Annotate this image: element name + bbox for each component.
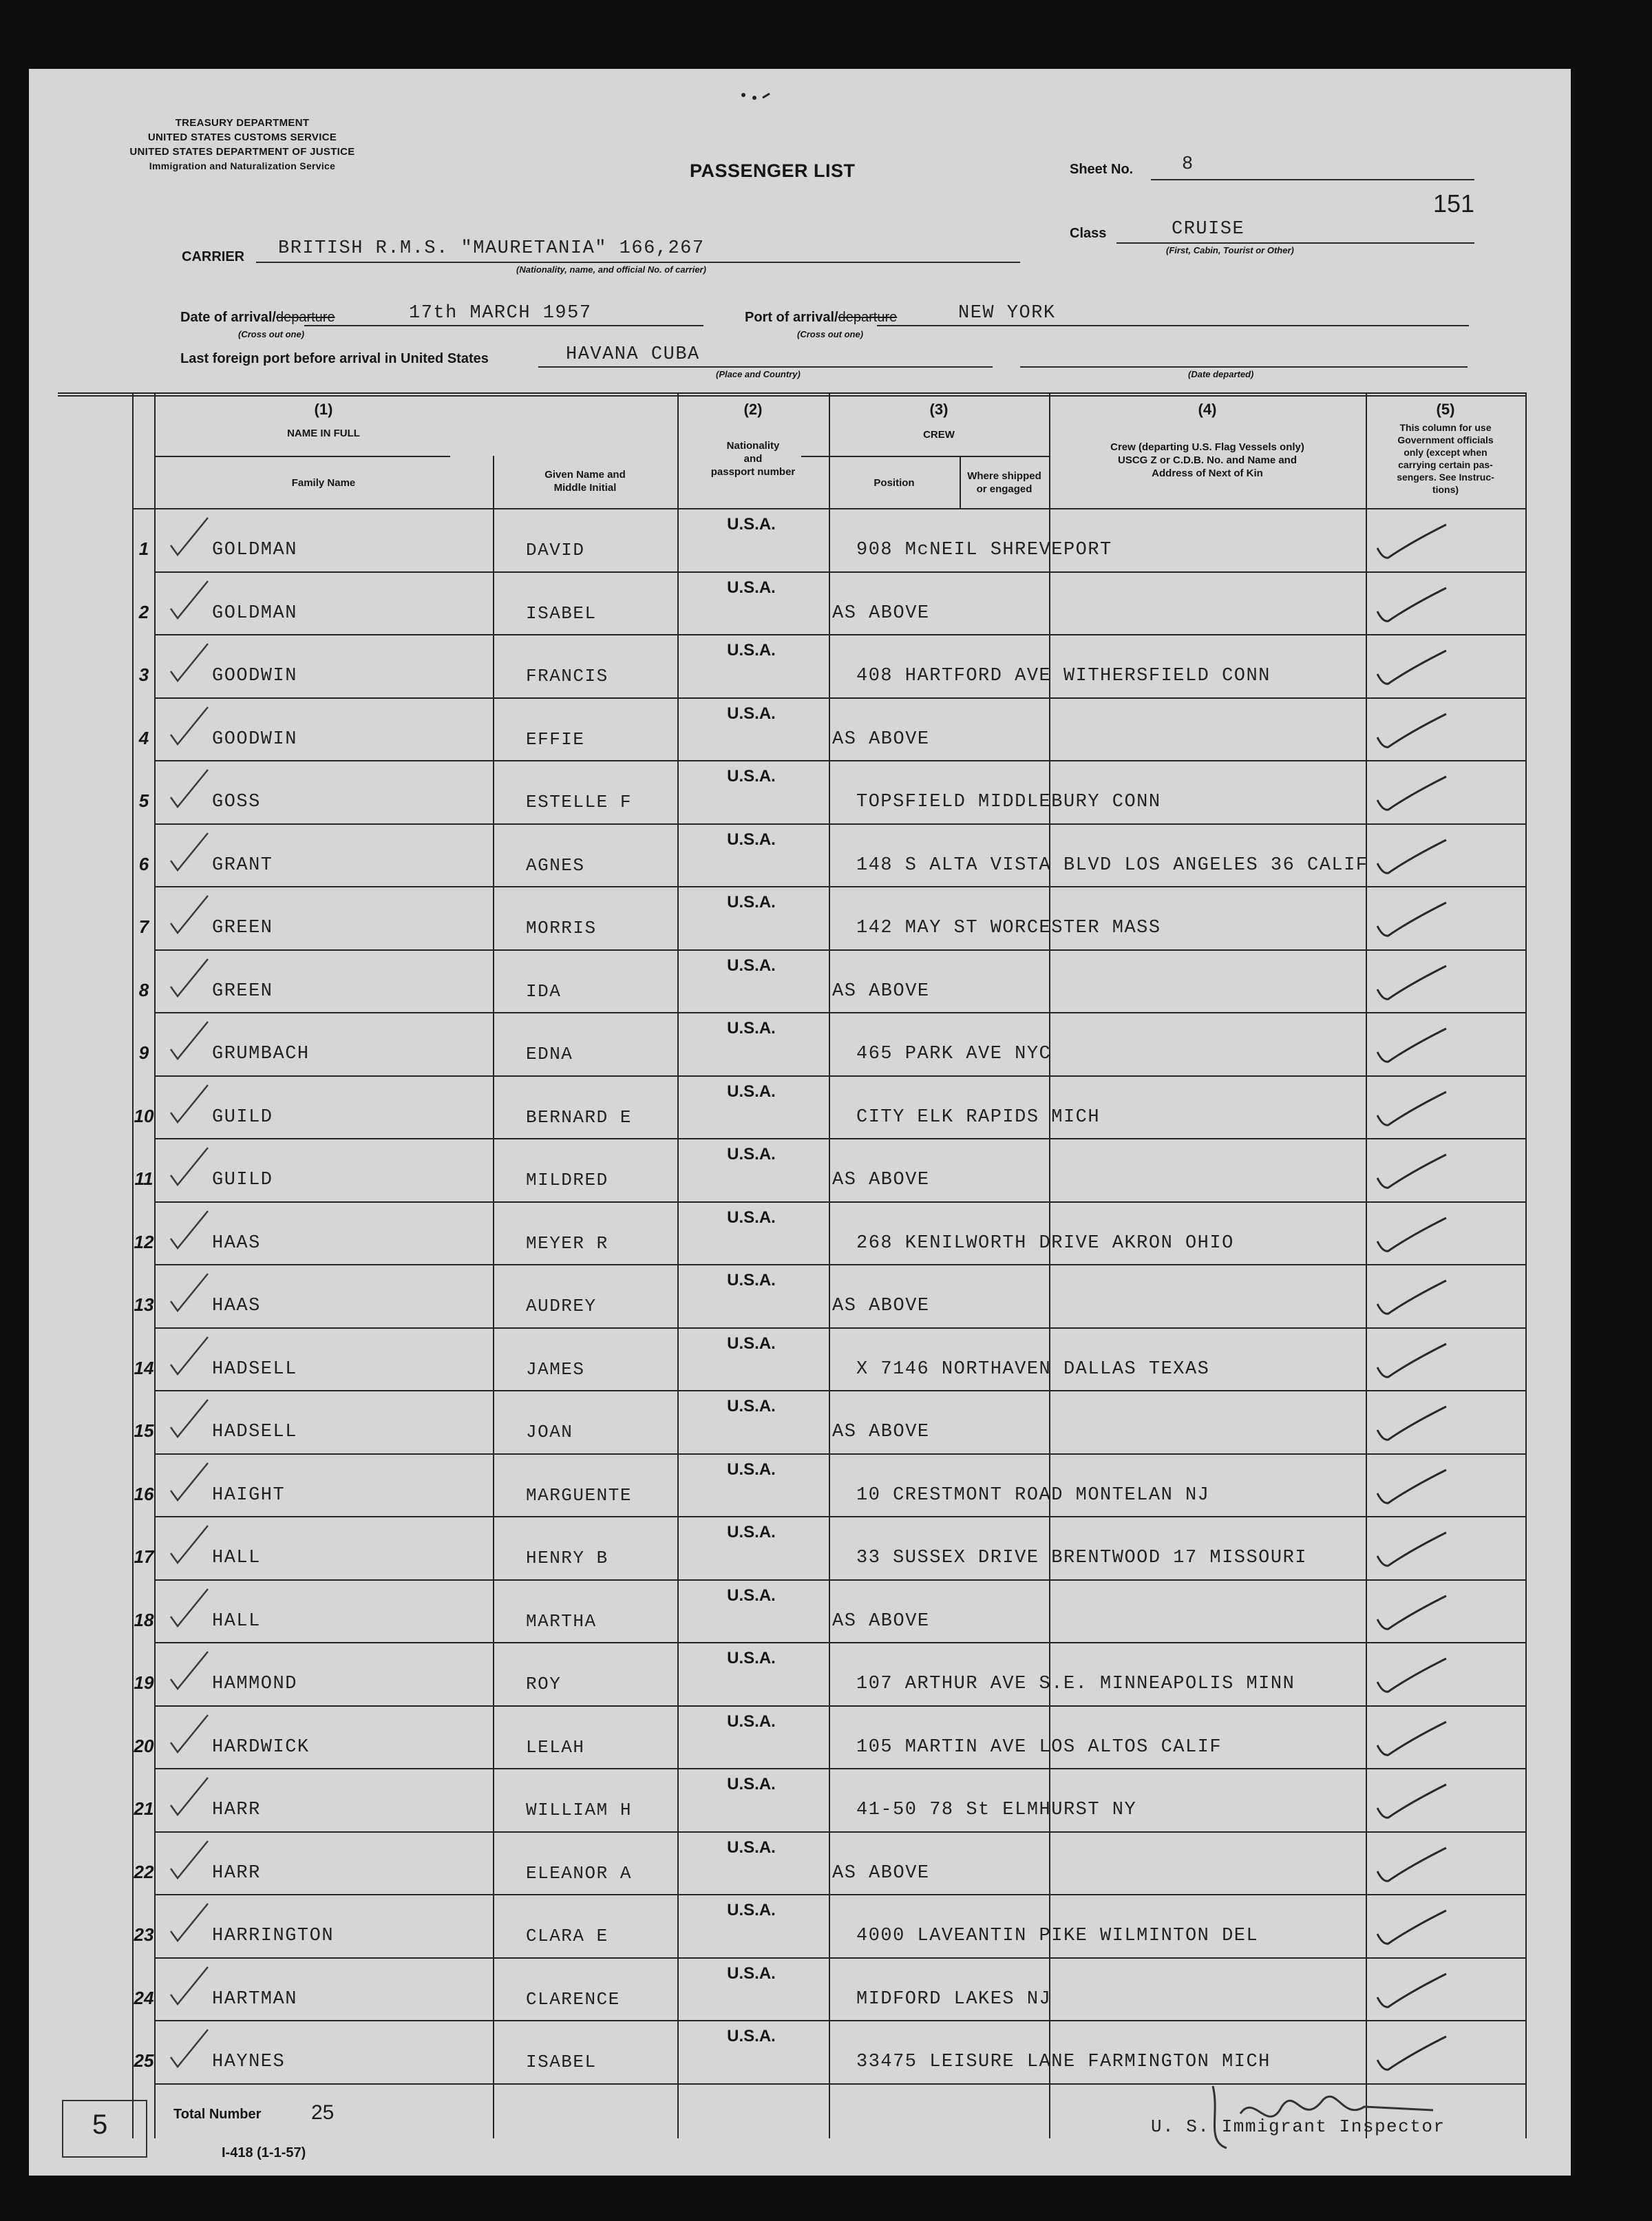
- position-header: Position: [873, 477, 915, 489]
- table-row: [58, 1581, 1527, 1642]
- row-number: 14: [134, 1357, 154, 1378]
- address: AS ABOVE: [832, 1610, 930, 1632]
- given-name: MILDRED: [526, 1170, 608, 1190]
- page-number: 151: [1433, 189, 1475, 218]
- check-mark-icon: [1369, 2034, 1452, 2075]
- row-tick-mark: [167, 1208, 215, 1250]
- table-row: [58, 1013, 1527, 1075]
- carrier-caption: (Nationality, name, and official No. of carrier): [516, 264, 706, 275]
- passenger-list-sheet: [29, 69, 1571, 2176]
- row-number: 6: [138, 853, 149, 874]
- row-tick-mark: [167, 1712, 215, 1754]
- row-tick-mark: [167, 1901, 215, 1942]
- table-row: [58, 509, 1527, 571]
- check-mark-icon: [1369, 837, 1452, 878]
- check-mark-icon: [1369, 1341, 1452, 1382]
- table-row: [58, 1643, 1527, 1705]
- stamp-digit: 5: [92, 2109, 108, 2140]
- check-mark-icon: [1369, 585, 1452, 627]
- given-name: WILLIAM H: [526, 1800, 632, 1820]
- nationality: U.S.A.: [727, 1019, 776, 1038]
- row-number: 10: [134, 1105, 154, 1126]
- port-label: Port of arrival/departure: [745, 310, 898, 325]
- class-caption: (First, Cabin, Tourist or Other): [1166, 245, 1294, 255]
- table-row: [58, 1265, 1527, 1327]
- family-name: GOLDMAN: [212, 602, 297, 624]
- table-row: [58, 1959, 1527, 2020]
- address: 41-50 78 St ELMHURST NY: [856, 1800, 1137, 1820]
- given-name: JAMES: [526, 1358, 585, 1380]
- row-number: 5: [138, 790, 149, 811]
- row-number: 19: [134, 1672, 154, 1693]
- row-tick-mark: [167, 1334, 215, 1376]
- row-tick-mark: [167, 578, 215, 620]
- table-row: [58, 1139, 1527, 1201]
- class-value: CRUISE: [1172, 219, 1245, 240]
- page-title: PASSENGER LIST: [690, 160, 856, 181]
- nationality: U.S.A.: [727, 767, 776, 786]
- check-mark-icon: [1369, 1215, 1452, 1256]
- nationality: U.S.A.: [727, 1838, 776, 1857]
- row-number: 24: [134, 1987, 154, 2008]
- family-name: GUILD: [212, 1106, 273, 1128]
- address: CITY ELK RAPIDS MICH: [856, 1106, 1101, 1128]
- row-number: 9: [138, 1042, 149, 1063]
- table-row: [58, 1203, 1527, 1264]
- nationality: U.S.A.: [727, 1775, 776, 1793]
- nationality: U.S.A.: [727, 641, 776, 660]
- table-row: [58, 573, 1527, 634]
- row-tick-mark: [167, 1649, 215, 1690]
- check-mark-icon: [1369, 648, 1452, 689]
- row-tick-mark: [167, 1019, 215, 1060]
- check-mark-icon: [1369, 522, 1452, 563]
- row-number: 4: [138, 727, 149, 748]
- nationality: U.S.A.: [727, 1712, 776, 1731]
- family-name: GREEN: [212, 980, 273, 1002]
- row-tick-mark: [167, 1586, 215, 1628]
- address: AS ABOVE: [832, 1862, 930, 1884]
- given-name: JOAN: [526, 1422, 573, 1442]
- check-mark-icon: [1369, 900, 1452, 941]
- row-tick-mark: [167, 1082, 215, 1124]
- sheet-number: 8: [1182, 154, 1194, 175]
- row-number: 8: [138, 979, 149, 1000]
- table-row: [58, 635, 1527, 697]
- col1-number: (1): [314, 401, 333, 418]
- check-mark-icon: [1369, 774, 1452, 815]
- family-name: GOSS: [212, 792, 261, 812]
- address: 908 McNEIL SHREVEPORT: [856, 540, 1112, 560]
- given-name: BERNARD E: [526, 1106, 632, 1128]
- check-mark-icon: [1369, 711, 1452, 752]
- crew-header: CREW: [923, 429, 955, 441]
- given-name: MARGUENTE: [526, 1484, 632, 1506]
- family-name: GOLDMAN: [212, 540, 297, 560]
- address: 4000 LAVEANTIN PIKE WILMINTON DEL: [856, 1926, 1259, 1946]
- nationality-header: Nationality and passport number: [710, 440, 796, 478]
- agency-line: UNITED STATES DEPARTMENT OF JUSTICE: [129, 146, 355, 158]
- nationality: U.S.A.: [727, 1523, 776, 1541]
- row-tick-mark: [167, 1145, 215, 1186]
- given-name: ISABEL: [526, 602, 597, 624]
- address: AS ABOVE: [832, 602, 930, 624]
- check-mark-icon: [1369, 1593, 1452, 1634]
- address: 408 HARTFORD AVE WITHERSFIELD CONN: [856, 666, 1271, 686]
- family-name: HARDWICK: [212, 1736, 310, 1758]
- nationality: U.S.A.: [727, 956, 776, 975]
- table-row: [58, 1707, 1527, 1768]
- address: TOPSFIELD MIDDLEBURY CONN: [856, 792, 1161, 812]
- row-number: 13: [134, 1294, 154, 1315]
- row-number: 7: [138, 916, 149, 937]
- given-name: HENRY B: [526, 1548, 608, 1568]
- family-name: HARR: [212, 1862, 261, 1884]
- address: 268 KENILWORTH DRIVE AKRON OHIO: [856, 1232, 1234, 1254]
- table-row: [58, 887, 1527, 949]
- nationality: U.S.A.: [727, 1964, 776, 1983]
- row-number: 16: [134, 1483, 154, 1504]
- col2-number: (2): [743, 401, 763, 418]
- given-name: DAVID: [526, 540, 585, 560]
- check-mark-icon: [1369, 1152, 1452, 1193]
- arrival-port: NEW YORK: [958, 303, 1056, 324]
- family-name: HARRINGTON: [212, 1926, 335, 1946]
- agency-line: TREASURY DEPARTMENT: [175, 117, 310, 129]
- family-name: GREEN: [212, 918, 273, 938]
- nationality: U.S.A.: [727, 1208, 776, 1227]
- table-row: [58, 1769, 1527, 1831]
- given-name: EDNA: [526, 1044, 573, 1064]
- given-name: CLARENCE: [526, 1988, 620, 2010]
- family-name: HAIGHT: [212, 1484, 286, 1506]
- family-name: HAYNES: [212, 2052, 286, 2072]
- check-mark-icon: [1369, 1089, 1452, 1130]
- row-number: 22: [134, 1861, 154, 1882]
- arrival-date: 17th MARCH 1957: [409, 303, 592, 324]
- table-row: [58, 1391, 1527, 1453]
- nationality: U.S.A.: [727, 830, 776, 849]
- inspector-signature: [1199, 2072, 1447, 2155]
- check-mark-icon: [1369, 1404, 1452, 1445]
- row-tick-mark: [167, 893, 215, 934]
- table-row: [58, 1895, 1527, 1957]
- col5-number: (5): [1436, 401, 1455, 418]
- family-name: HADSELL: [212, 1358, 297, 1380]
- row-number: 21: [134, 1798, 154, 1819]
- nationality: U.S.A.: [727, 893, 776, 912]
- check-mark-icon: [1369, 1719, 1452, 1760]
- total-label: Total Number: [173, 2107, 262, 2122]
- check-mark-icon: [1369, 1530, 1452, 1571]
- stamp-box: [62, 2100, 147, 2158]
- row-tick-mark: [167, 2027, 215, 2068]
- nationality: U.S.A.: [727, 1271, 776, 1290]
- address: 148 S ALTA VISTA BLVD LOS ANGELES 36 CALIF: [856, 854, 1368, 876]
- row-number: 15: [134, 1420, 154, 1441]
- given-name: ISABEL: [526, 2052, 597, 2072]
- col4-number: (4): [1198, 401, 1217, 418]
- total-value: 25: [311, 2101, 335, 2124]
- table-row: [58, 1517, 1527, 1579]
- check-mark-icon: [1369, 1026, 1452, 1067]
- table-row: [58, 1833, 1527, 1894]
- nationality: U.S.A.: [727, 1334, 776, 1353]
- agency-line: Immigration and Naturalization Service: [149, 160, 336, 171]
- nationality: U.S.A.: [727, 578, 776, 597]
- agency-block: [84, 116, 401, 173]
- address: 105 MARTIN AVE LOS ALTOS CALIF: [856, 1736, 1222, 1758]
- given-name: MORRIS: [526, 918, 597, 938]
- row-number: 20: [134, 1735, 154, 1756]
- row-tick-mark: [167, 1964, 215, 2006]
- family-name: GOODWIN: [212, 666, 297, 686]
- nationality: U.S.A.: [727, 1397, 776, 1415]
- table-row: [58, 761, 1527, 823]
- family-name: HAMMOND: [212, 1674, 297, 1694]
- nationality: U.S.A.: [727, 2027, 776, 2045]
- cross-out-caption: (Cross out one): [797, 329, 864, 339]
- address: MIDFORD LAKES NJ: [856, 1988, 1052, 2010]
- check-mark-icon: [1369, 1656, 1452, 1697]
- given-name: MEYER R: [526, 1232, 608, 1254]
- table-row: [58, 1077, 1527, 1138]
- table-row: [58, 699, 1527, 760]
- place-caption: (Place and Country): [716, 369, 801, 379]
- port-struck: departure: [838, 310, 898, 325]
- row-number: 11: [134, 1168, 153, 1189]
- row-tick-mark: [167, 767, 215, 808]
- row-tick-mark: [167, 1523, 215, 1564]
- given-name: AGNES: [526, 854, 585, 876]
- address: 142 MAY ST WORCESTER MASS: [856, 918, 1161, 938]
- address: 33 SUSSEX DRIVE BRENTWOOD 17 MISSOURI: [856, 1548, 1307, 1568]
- row-number: 1: [138, 538, 149, 559]
- carrier-value: BRITISH R.M.S. "MAURETANIA" 166,267: [278, 238, 705, 259]
- nationality: U.S.A.: [727, 515, 776, 534]
- address: AS ABOVE: [832, 1422, 930, 1442]
- official-use-header: This column for use Government officials only (except when carrying certain pas- sengers. See Instruc- tions): [1397, 422, 1494, 495]
- address: 465 PARK AVE NYC: [856, 1044, 1052, 1064]
- date-struck: departure: [275, 310, 335, 325]
- family-name: HAAS: [212, 1232, 261, 1254]
- given-name: LELAH: [526, 1736, 585, 1758]
- given-name-header: Given Name and Middle Initial: [544, 469, 626, 494]
- family-name: HALL: [212, 1548, 261, 1568]
- date-label: Date of arrival/departure: [180, 310, 335, 325]
- row-tick-mark: [167, 1460, 215, 1502]
- inspector-label: U. S. Immigrant Inspector: [1151, 2116, 1446, 2137]
- family-name: HARTMAN: [212, 1988, 297, 2010]
- nationality: U.S.A.: [727, 1901, 776, 1919]
- check-mark-icon: [1369, 1278, 1452, 1319]
- family-name: HALL: [212, 1610, 261, 1632]
- row-tick-mark: [167, 956, 215, 998]
- class-label: Class: [1070, 226, 1107, 241]
- given-name: AUDREY: [526, 1296, 597, 1316]
- table-row: [58, 1455, 1527, 1516]
- col1-title: NAME IN FULL: [287, 428, 360, 439]
- check-mark-icon: [1369, 1467, 1452, 1508]
- next-of-kin-header: Crew (departing U.S. Flag Vessels only) USCG Z or C.D.B. No. and Name and Address of Next of Kin: [1110, 441, 1304, 479]
- row-number: 17: [134, 1546, 154, 1567]
- family-name: HADSELL: [212, 1422, 297, 1442]
- row-number: 18: [134, 1609, 154, 1630]
- nationality: U.S.A.: [727, 1460, 776, 1479]
- table-row: [58, 825, 1527, 886]
- given-name: EFFIE: [526, 728, 585, 750]
- row-tick-mark: [167, 641, 215, 682]
- family-name: HARR: [212, 1800, 261, 1820]
- given-name: ELEANOR A: [526, 1862, 632, 1884]
- sheet-label: Sheet No.: [1070, 162, 1134, 177]
- nationality: U.S.A.: [727, 1145, 776, 1164]
- row-tick-mark: [167, 1271, 215, 1312]
- family-name: GOODWIN: [212, 728, 297, 750]
- address: AS ABOVE: [832, 980, 930, 1002]
- address: AS ABOVE: [832, 728, 930, 750]
- address: 107 ARTHUR AVE S.E. MINNEAPOLIS MINN: [856, 1674, 1295, 1694]
- table-row: [58, 1329, 1527, 1390]
- form-number: I-418 (1-1-57): [222, 2145, 306, 2160]
- last-port-value: HAVANA CUBA: [566, 344, 700, 365]
- given-name: ROY: [526, 1674, 562, 1694]
- row-number: 12: [134, 1231, 154, 1252]
- row-tick-mark: [167, 704, 215, 746]
- check-mark-icon: [1369, 1908, 1452, 1949]
- given-name: MARTHA: [526, 1610, 597, 1632]
- row-tick-mark: [167, 1397, 215, 1438]
- family-name: GUILD: [212, 1170, 273, 1190]
- col3-number: (3): [929, 401, 949, 418]
- check-mark-icon: [1369, 1971, 1452, 2012]
- cross-out-caption: (Cross out one): [238, 329, 305, 339]
- check-mark-icon: [1369, 963, 1452, 1004]
- row-tick-mark: [167, 830, 215, 872]
- check-mark-icon: [1369, 1782, 1452, 1823]
- where-shipped-header: Where shipped or engaged: [967, 470, 1041, 495]
- row-tick-mark: [167, 515, 215, 556]
- agency-line: UNITED STATES CUSTOMS SERVICE: [147, 131, 337, 143]
- nationality: U.S.A.: [727, 704, 776, 723]
- family-name: HAAS: [212, 1296, 261, 1316]
- row-number: 3: [138, 664, 149, 685]
- given-name: CLARA E: [526, 1926, 608, 1946]
- row-number: 25: [134, 2050, 154, 2071]
- table-row: [58, 951, 1527, 1012]
- given-name: FRANCIS: [526, 666, 608, 686]
- address: X 7146 NORTHAVEN DALLAS TEXAS: [856, 1358, 1210, 1380]
- check-mark-icon: [1369, 1845, 1452, 1886]
- nationality: U.S.A.: [727, 1649, 776, 1667]
- given-name: IDA: [526, 980, 562, 1002]
- given-name: ESTELLE F: [526, 792, 632, 812]
- family-name-header: Family Name: [291, 477, 356, 489]
- address: 10 CRESTMONT ROAD MONTELAN NJ: [856, 1484, 1210, 1506]
- row-tick-mark: [167, 1775, 215, 1816]
- address: AS ABOVE: [832, 1296, 930, 1316]
- address: AS ABOVE: [832, 1170, 930, 1190]
- passenger-table: [58, 392, 1527, 2138]
- row-number: 23: [134, 1924, 154, 1945]
- nationality: U.S.A.: [727, 1082, 776, 1101]
- date-departed-caption: (Date departed): [1188, 369, 1254, 379]
- carrier-label: CARRIER: [182, 249, 245, 264]
- family-name: GRANT: [212, 854, 273, 876]
- row-number: 2: [138, 601, 149, 622]
- family-name: GRUMBACH: [212, 1044, 310, 1064]
- last-port-label: Last foreign port before arrival in United States: [180, 351, 489, 366]
- row-tick-mark: [167, 1838, 215, 1880]
- address: 33475 LEISURE LANE FARMINGTON MICH: [856, 2052, 1271, 2072]
- nationality: U.S.A.: [727, 1586, 776, 1605]
- ink-mark: [738, 90, 779, 103]
